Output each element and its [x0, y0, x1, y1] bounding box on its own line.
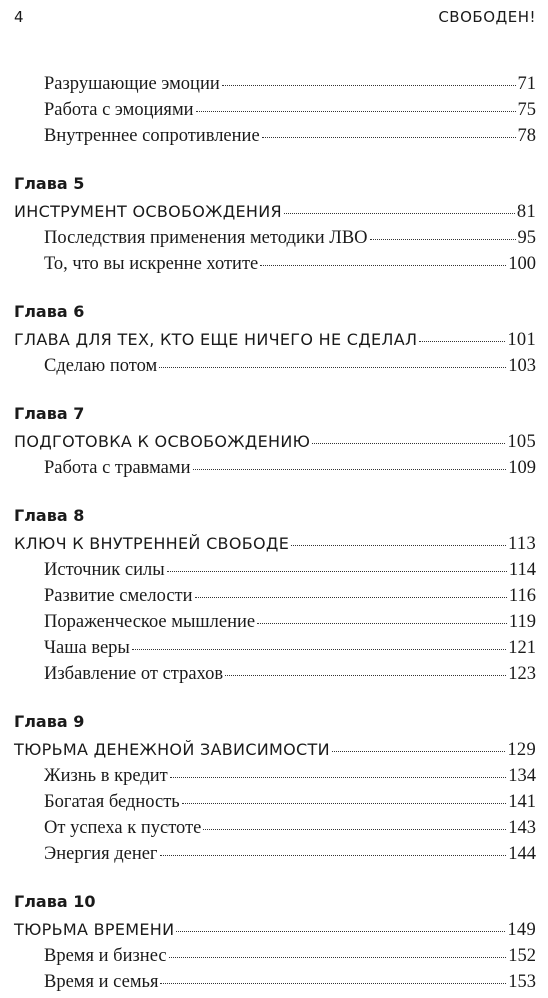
entry-page-number: 153	[508, 972, 536, 992]
entry-title: Время и бизнес	[44, 946, 167, 966]
entry-title: ИНСТРУМЕНТ ОСВОБОЖДЕНИЯ	[14, 202, 282, 221]
toc-entry[interactable]	[44, 100, 536, 126]
toc-entry[interactable]	[44, 638, 536, 664]
toc-entry[interactable]	[44, 844, 536, 870]
toc-entry[interactable]	[44, 766, 536, 792]
entry-page-number: 103	[508, 356, 536, 376]
toc-section-entry[interactable]	[14, 330, 536, 356]
toc-entry[interactable]	[44, 818, 536, 844]
entry-page-number: 119	[508, 612, 536, 632]
entry-page-number: 116	[508, 586, 536, 606]
entry-page-number: 134	[508, 766, 536, 786]
dot-leader	[257, 622, 507, 624]
dot-leader	[160, 982, 506, 984]
entry-page-number: 143	[508, 818, 536, 838]
entry-title: От успеха к пустоте	[44, 818, 202, 838]
dot-leader	[196, 110, 516, 112]
toc-entry[interactable]	[44, 946, 536, 972]
dot-leader	[195, 596, 507, 598]
entry-page-number: 144	[508, 844, 536, 864]
dot-leader	[291, 544, 506, 546]
toc-section-entry[interactable]	[14, 534, 536, 560]
entry-page-number: 152	[508, 946, 536, 966]
entry-page-number: 109	[508, 458, 536, 478]
entry-title: Чаша веры	[44, 638, 130, 658]
entry-page-number: 95	[517, 228, 536, 248]
entry-page-number: 75	[517, 100, 536, 120]
entry-title: Пораженческое мышление	[44, 612, 256, 632]
entry-page-number: 78	[517, 126, 536, 146]
entry-page-number: 113	[508, 534, 536, 554]
toc-entry[interactable]	[44, 458, 536, 484]
toc-entry[interactable]	[44, 972, 536, 998]
toc-section-entry[interactable]	[14, 740, 536, 766]
chapter-heading: Глава 7	[14, 404, 85, 423]
toc-entry[interactable]	[44, 254, 536, 280]
dot-leader	[419, 340, 505, 342]
entry-page-number: 100	[508, 254, 536, 274]
toc-section-entry[interactable]	[14, 202, 536, 228]
page-number: 4	[14, 8, 25, 26]
entry-title: Жизнь в кредит	[44, 766, 168, 786]
dot-leader	[312, 442, 505, 444]
dot-leader	[169, 956, 507, 958]
toc-entry[interactable]	[44, 560, 536, 586]
dot-leader	[203, 828, 506, 830]
toc-entry[interactable]	[44, 228, 536, 254]
entry-page-number: 141	[508, 792, 536, 812]
dot-leader	[182, 802, 507, 804]
entry-title: Источник силы	[44, 560, 165, 580]
entry-title: ТЮРЬМА ДЕНЕЖНОЙ ЗАВИСИМОСТИ	[14, 740, 330, 759]
dot-leader	[159, 366, 506, 368]
dot-leader	[170, 776, 507, 778]
chapter-heading: Глава 9	[14, 712, 85, 731]
dot-leader	[284, 212, 515, 214]
dot-leader	[167, 570, 507, 572]
entry-page-number: 81	[516, 202, 536, 222]
dot-leader	[193, 468, 507, 470]
entry-page-number: 129	[507, 740, 536, 760]
entry-title: Последствия применения методики ЛВО	[44, 228, 368, 248]
entry-title: Внутреннее сопротивление	[44, 126, 260, 146]
entry-title: Разрушающие эмоции	[44, 74, 220, 94]
dot-leader	[222, 84, 516, 86]
entry-page-number: 71	[517, 74, 536, 94]
entry-title: Сделаю потом	[44, 356, 158, 376]
entry-title: Время и семья	[44, 972, 159, 992]
entry-title: Энергия денег	[44, 844, 158, 864]
chapter-heading: Глава 10	[14, 892, 96, 911]
entry-title: Развитие смелости	[44, 586, 193, 606]
entry-page-number: 114	[508, 560, 536, 580]
dot-leader	[225, 674, 506, 676]
entry-title: То, что вы искренне хотите	[44, 254, 259, 274]
entry-title: Работа с травмами	[44, 458, 191, 478]
toc-entry[interactable]	[44, 586, 536, 612]
dot-leader	[262, 136, 516, 138]
entry-page-number: 105	[507, 432, 536, 452]
toc-entry[interactable]	[44, 664, 536, 690]
toc-entry[interactable]	[44, 356, 536, 382]
book-title: СВОБОДЕН!	[438, 8, 536, 26]
entry-title: Богатая бедность	[44, 792, 180, 812]
chapter-heading: Глава 6	[14, 302, 85, 321]
entry-title: Избавление от страхов	[44, 664, 224, 684]
toc-entry[interactable]	[44, 792, 536, 818]
chapter-heading: Глава 5	[14, 174, 85, 193]
dot-leader	[176, 930, 505, 932]
dot-leader	[370, 238, 516, 240]
entry-page-number: 101	[507, 330, 536, 350]
dot-leader	[260, 264, 506, 266]
toc-entry[interactable]	[44, 612, 536, 638]
toc-entry[interactable]	[44, 74, 536, 100]
entry-title: ТЮРЬМА ВРЕМЕНИ	[14, 920, 175, 939]
toc-section-entry[interactable]	[14, 920, 536, 946]
dot-leader	[132, 648, 506, 650]
dot-leader	[332, 750, 505, 752]
running-head	[14, 8, 536, 32]
entry-title: Работа с эмоциями	[44, 100, 194, 120]
entry-page-number: 121	[508, 638, 536, 658]
entry-title: ПОДГОТОВКА К ОСВОБОЖДЕНИЮ	[14, 432, 311, 451]
chapter-heading: Глава 8	[14, 506, 85, 525]
entry-page-number: 149	[507, 920, 536, 940]
toc-entry[interactable]	[44, 126, 536, 152]
entry-title: ГЛАВА ДЛЯ ТЕХ, КТО ЕЩЕ НИЧЕГО НЕ СДЕЛАЛ	[14, 330, 418, 349]
entry-title: КЛЮЧ К ВНУТРЕННЕЙ СВОБОДЕ	[14, 534, 290, 553]
toc-section-entry[interactable]	[14, 432, 536, 458]
dot-leader	[160, 854, 507, 856]
entry-page-number: 123	[508, 664, 536, 684]
